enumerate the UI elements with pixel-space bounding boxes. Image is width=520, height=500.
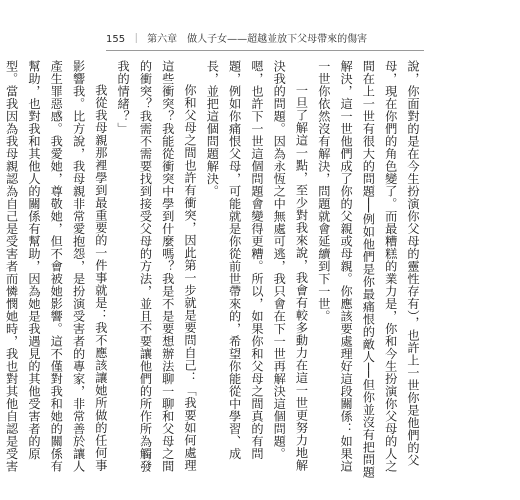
paragraph: 我從我母親那裡學到最重要的一件事就是：我不應該讓她所做的任何事影響我。比方說，我母親非常愛抱怨，是扮演受害者的專家，非常善於讓人產生罪惡感。我愛她，尊敬她，但不會被她影響。這不僅對我和她的關係有幫助，也對我和其他人的關係有幫助，因為她是我遇見的其他受害者的原型。當我因為我母親認為自己是受害者而憐憫她時，我也對其他自認是受害: [4, 60, 108, 473]
page-number: 155: [106, 34, 126, 45]
body-text: [4, 60, 424, 480]
header-divider: [106, 50, 424, 51]
paragraph: 說，你面對的是在今生扮演你父母的靈性存有），也許上一世你是他們的父母，現在你們的角色變了。而最糟糕的業力是，你和今生扮演你父母的人之間在上一世有很大的問題──例如他們是你最痛恨的敵人──但你並沒有把問題解決，這一世他們成了你的父親或母親。你應該要處理好這段關係：如果這一世你依然沒有解決，問題就會延續到下一世。: [316, 60, 420, 479]
chapter-title: 第六章 做人子女——超越並放下父母帶來的傷害: [147, 34, 368, 45]
running-header: [106, 32, 436, 48]
paragraph: 你和父母之間也許有衝突，因此第一步就是要問自己：「我要如何處理這些衝突？我能從衝突中學到什麼嗎？我是不是要想辦法聊一聊和父母之間的衝突？我需不需要找到接受父母的方法，並且不要讓他們的所作所為觸發我的情緒？」: [116, 60, 198, 473]
paragraph: 一旦了解這一點，至少對我來說，我會有較多動力在這一世更努力地解決我的問題。因為永恆之中無處可逃，我只會在下一世再解決這個問題。嗯，也許下一世這個問題會變得更糟。所以，如果你和父母之間真的有問題，例如你痛恨父母，可能就是你從前世帶來的，希望你能從中學習、成長，並把這個問題解決。: [205, 60, 309, 472]
header-separator: ｜: [131, 34, 142, 45]
